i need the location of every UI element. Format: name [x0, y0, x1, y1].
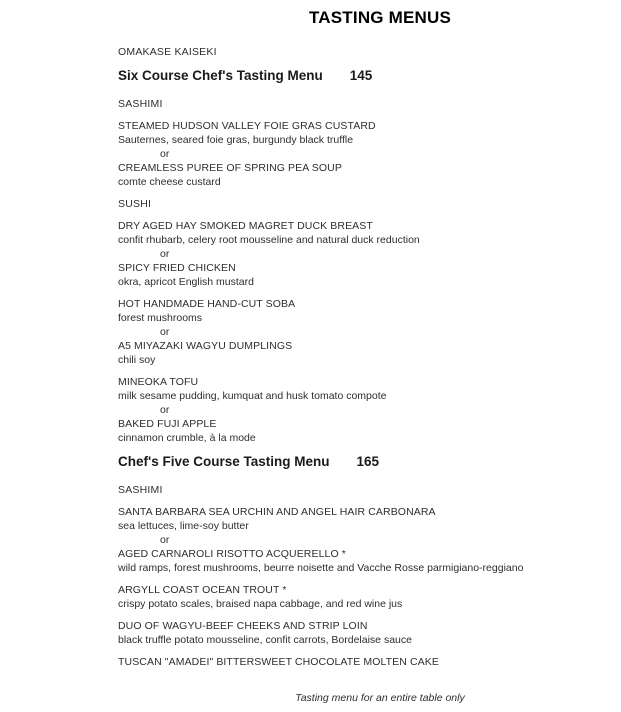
dish-group — [118, 619, 598, 647]
course-label-group — [118, 483, 598, 497]
dish-group — [118, 375, 598, 445]
menu-content — [0, 45, 598, 669]
dish-name: HOT HANDMADE HAND-CUT SOBA — [118, 298, 296, 310]
dish-name: DRY AGED HAY SMOKED MAGRET DUCK BREAST — [118, 220, 373, 232]
course-label: SASHIMI — [118, 98, 163, 110]
or-separator: or — [160, 404, 170, 416]
dish-description: milk sesame pudding, kumquat and husk tomato compote — [118, 390, 387, 402]
menu-price: 165 — [356, 454, 380, 469]
dish-name: DUO OF WAGYU-BEEF CHEEKS AND STRIP LOIN — [118, 620, 368, 632]
dish-name: BAKED FUJI APPLE — [118, 418, 217, 430]
dish-description: okra, apricot English mustard — [118, 276, 254, 288]
or-separator: or — [160, 534, 170, 546]
dish-description: confit rhubarb, celery root mousseline and natural duck reduction — [118, 234, 420, 246]
dish-name: A5 MIYAZAKI WAGYU DUMPLINGS — [118, 340, 293, 352]
dish-name: AGED CARNAROLI RISOTTO ACQUERELLO * — [118, 548, 346, 560]
dish-name: TUSCAN "AMADEI" BITTERSWEET CHOCOLATE MOLTEN CAKE — [118, 656, 439, 668]
dish-description: black truffle potato mousseline, confit carrots, Bordelaise sauce — [118, 634, 412, 646]
dish-description: forest mushrooms — [118, 312, 203, 324]
menu-heading — [118, 67, 598, 84]
or-separator: or — [160, 248, 170, 260]
dish-description: sea lettuces, lime-soy butter — [118, 520, 249, 532]
dish-name: SANTA BARBARA SEA URCHIN AND ANGEL HAIR CARBONARA — [118, 506, 436, 518]
dish-description: Sauternes, seared foie gras, burgundy black truffle — [118, 134, 354, 146]
course-label-group — [118, 97, 598, 111]
dish-description: comte cheese custard — [118, 176, 221, 188]
dish-group — [118, 219, 598, 289]
footer-note: Tasting menu for an entire table only — [295, 692, 465, 704]
dish-group — [118, 583, 598, 611]
course-label: SUSHI — [118, 198, 152, 210]
dish-description: cinnamon crumble, à la mode — [118, 432, 256, 444]
dish-group — [118, 505, 598, 575]
page-title: TASTING MENUS — [308, 8, 452, 27]
dish-description: wild ramps, forest mushrooms, beurre noisette and Vacche Rosse parmigiano-reggiano — [118, 562, 524, 574]
dish-group — [118, 119, 598, 189]
menu-name: Six Course Chef's Tasting Menu — [118, 68, 323, 83]
dish-name: SPICY FRIED CHICKEN — [118, 262, 236, 274]
or-separator: or — [160, 326, 170, 338]
course-label: SASHIMI — [118, 484, 163, 496]
menus-container — [118, 67, 598, 669]
menu-price: 145 — [349, 68, 373, 83]
dish-description: chili soy — [118, 354, 156, 366]
dish-group — [118, 297, 598, 367]
dish-name: CREAMLESS PUREE OF SPRING PEA SOUP — [118, 162, 342, 174]
or-separator: or — [160, 148, 170, 160]
cuisine-label: OMAKASE KAISEKI — [118, 46, 217, 58]
menu-heading — [118, 453, 598, 470]
menu-name: Chef's Five Course Tasting Menu — [118, 454, 330, 469]
dish-group — [118, 655, 598, 669]
dish-description: crispy potato scales, braised napa cabbage, and red wine jus — [118, 598, 403, 610]
dish-name: STEAMED HUDSON VALLEY FOIE GRAS CUSTARD — [118, 120, 376, 132]
dish-name: ARGYLL COAST OCEAN TROUT * — [118, 584, 287, 596]
course-label-group — [118, 197, 598, 211]
dish-name: MINEOKA TOFU — [118, 376, 199, 388]
menu-document-page — [0, 8, 621, 712]
